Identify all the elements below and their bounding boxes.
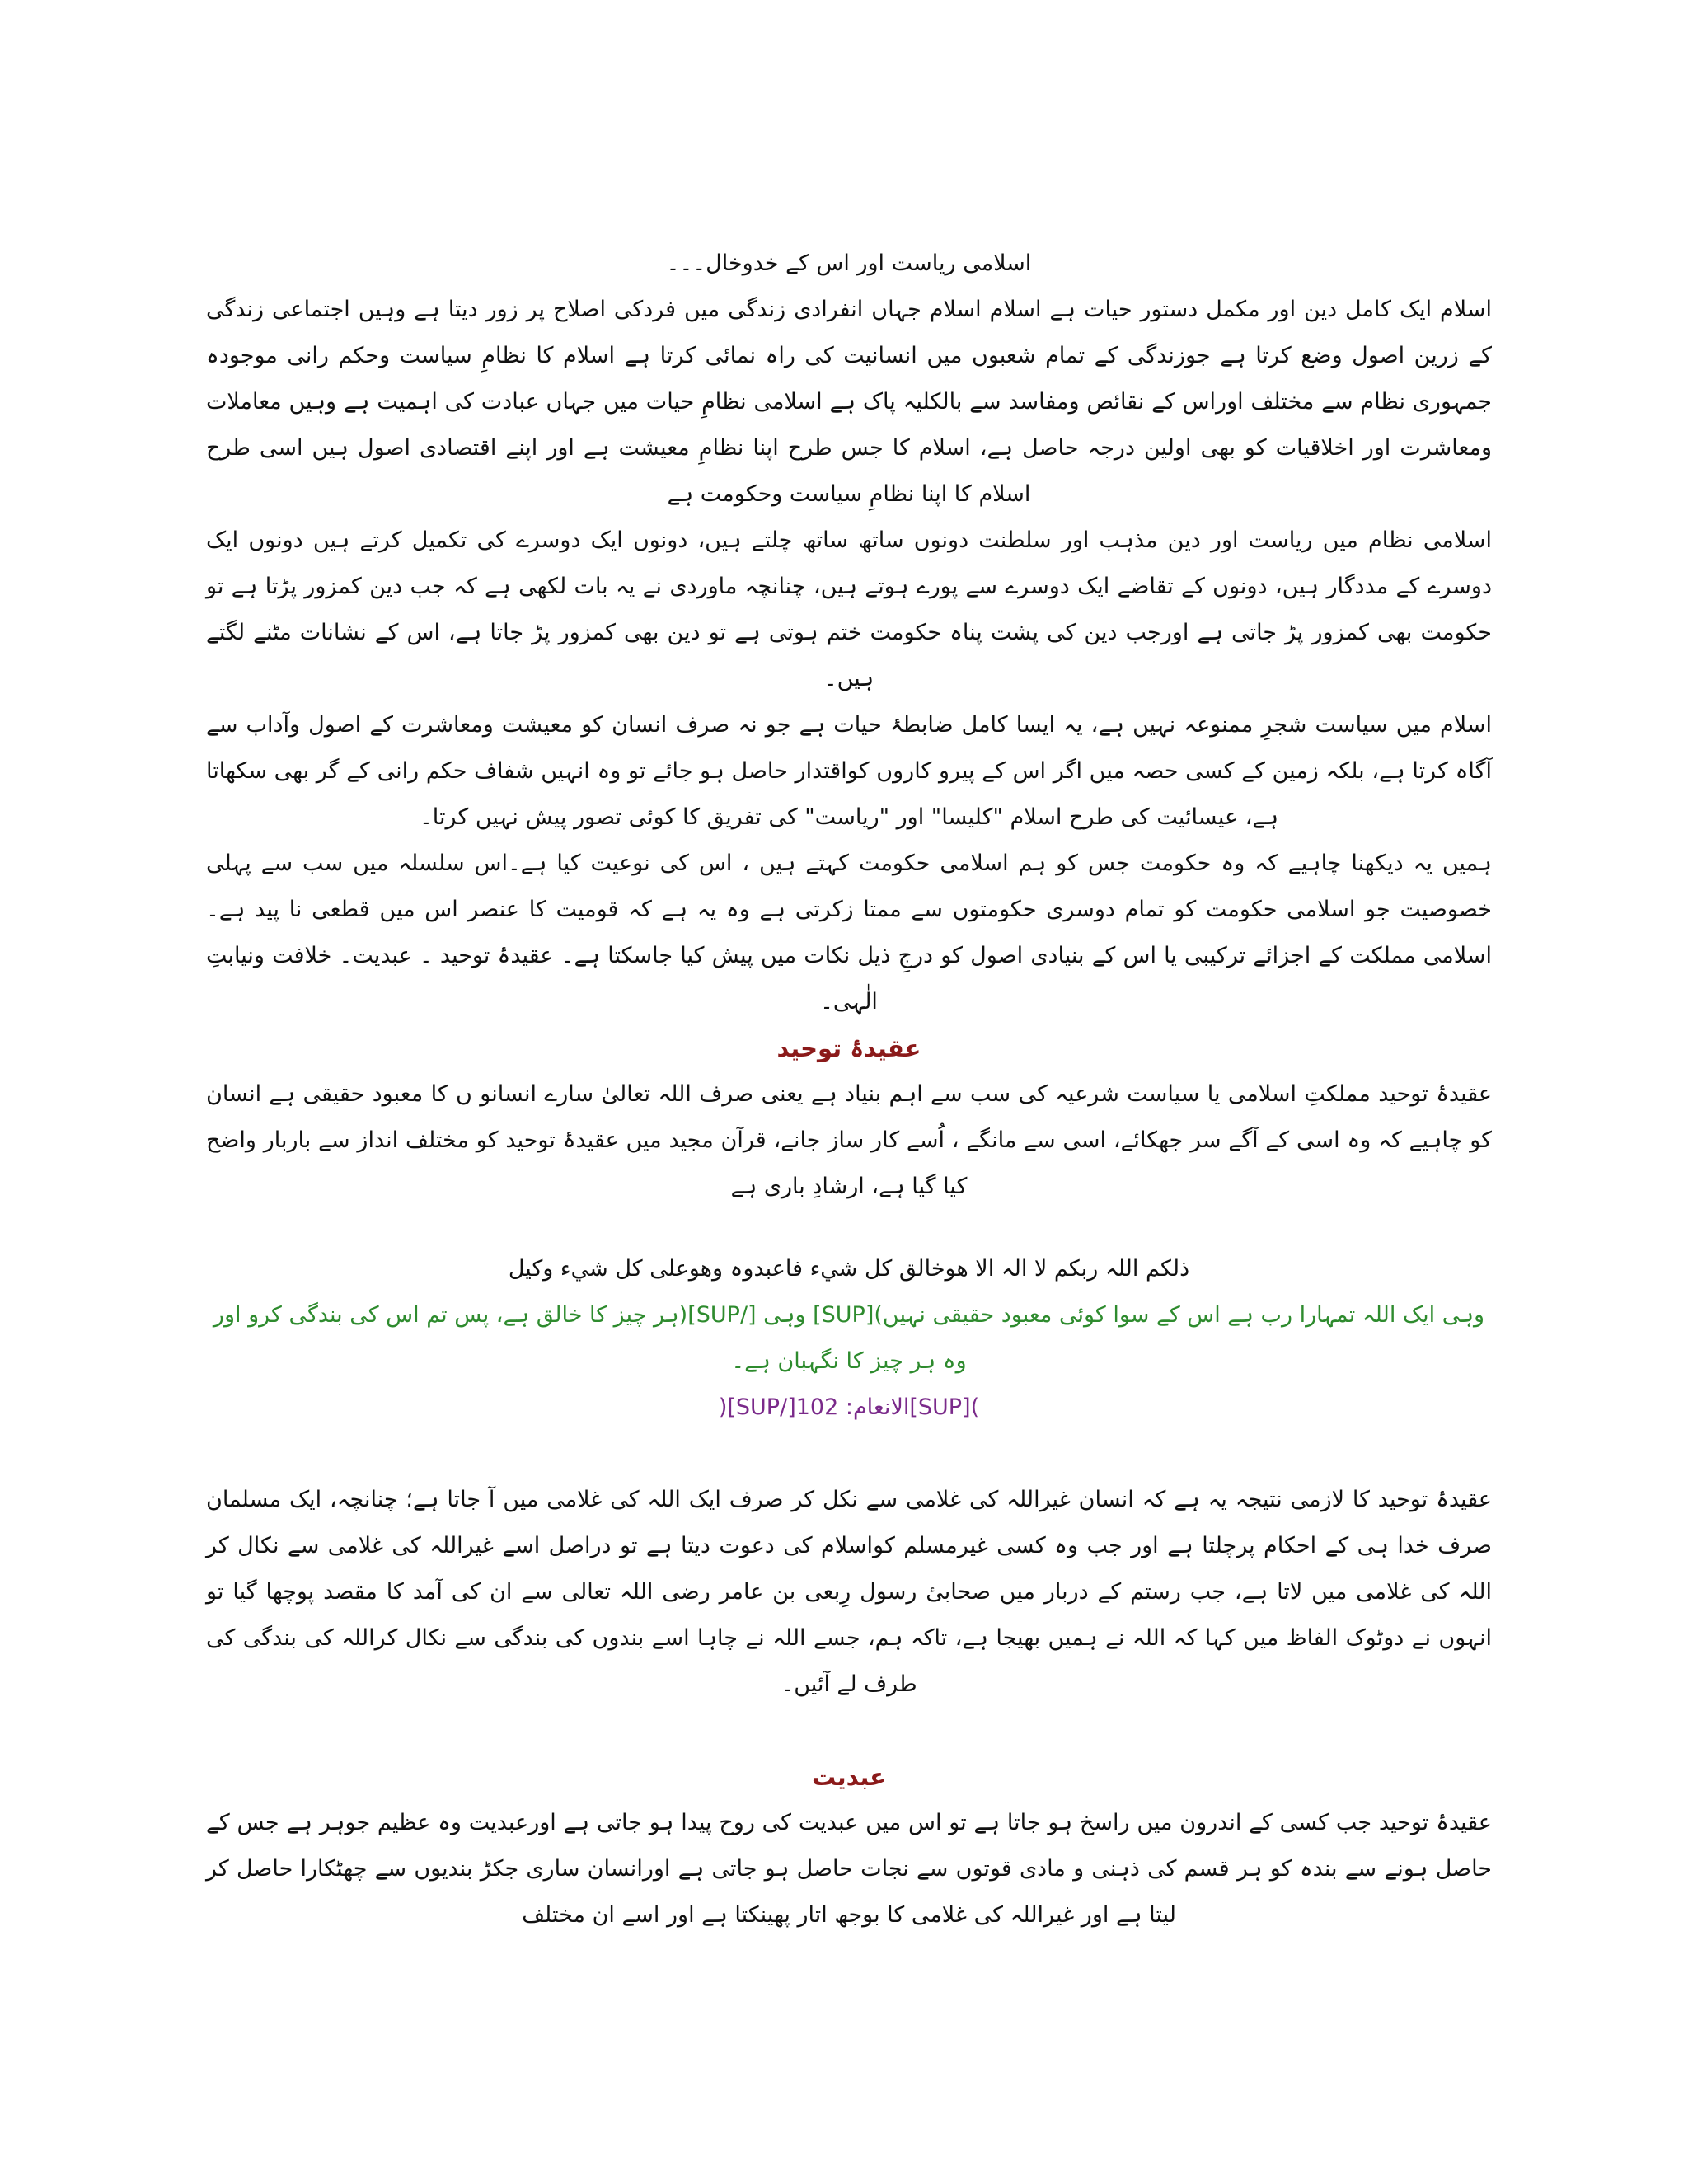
verse-translation: وہی ایک اللہ تمہارا رب ہے اس کے سوا کوئی معبود حقیقی نہیں)[SUP] وہی [/SUP](ہر چیز کا خالق ہے، پس تم اس کی بندگی کرو اور وہ ہر چیز کا نگہبان ہے۔ [213,1302,1485,1374]
quran-verse: ذلکم اللہ ربکم لا الہ الا ھوخالق کل شيء فاعبدوہ وھوعلی کل شيء وکیل [508,1256,1190,1282]
tawheed-paragraph: عقیدۂ توحید مملکتِ اسلامی یا سیاست شرعیہ کی سب سے اہم بنیاد ہے یعنی صرف اللہ تعالیٰ سارے انسانو ں کا معبود حقیقی ہے انسان کو چاہیے کہ وہ اسی کے آگے سر جھکائے، اسی سے مانگے ، اُسے کار ساز جانے، قرآن مجید میں عقیدۂ توحید کو مختلف انداز سے باربار واضح کیا گیا ہے، ارشادِ باری ہے [206,1081,1492,1199]
intro-paragraph-2: اسلامی نظام میں ریاست اور دین مذہب اور سلطنت دونوں ساتھ ساتھ چلتے ہیں، دونوں ایک دوسرے کی تکمیل کرتے ہیں دونوں ایک دوسرے کے مددگار ہیں، دونوں کے تقاضے ایک دوسرے سے پورے ہوتے ہیں، چنانچہ ماوردی نے یہ بات لکھی ہے کہ جب دین کمزور پڑتا ہے تو حکومت بھی کمزور پڑ جاتی ہے اورجب دین کی پشت پناہ حکومت ختم ہوتی ہے تو دین بھی کمزور پڑ جاتا ہے، اس کے نشانات مٹنے لگتے ہیں۔ [206,527,1492,691]
spacer [206,1431,1492,1477]
spacer [206,1210,1492,1246]
spacer [206,1708,1492,1754]
verse-reference: )[SUP]الانعام: 102[/SUP]( [718,1394,980,1420]
section-heading-tawheed: عقیدۂ توحید [776,1034,921,1062]
intro-paragraph-1: اسلام ایک کامل دین اور مکمل دستور حیات ہے اسلام اسلام جہاں انفرادی زندگی میں فردکی اصلاح پر زور دیتا ہے وہیں اجتماعی زندگی کے زرین اصول وضع کرتا ہے جوزندگی کے تمام شعبوں میں انسانیت کی راہ نمائی کرتا ہے اسلام کا نظامِ سیاست وحکم رانی موجودہ جمہوری نظام سے مختلف اوراس کے نقائص ومفاسد سے بالکلیہ پاک ہے اسلامی نظامِ حیات میں جہاں عبادت کی اہمیت ہے وہیں معاملات ومعاشرت اور اخلاقیات کو بھی اولین درجہ حاصل ہے، اسلام کا جس طرح اپنا نظامِ معیشت ہے اور اپنے اقتصادی اصول ہیں اسی طرح اسلام کا اپنا نظامِ سیاست وحکومت ہے [206,297,1492,507]
tawheed-result-paragraph: عقیدۂ توحید کا لازمی نتیجہ یہ ہے کہ انسان غیراللہ کی غلامی سے نکل کر صرف ایک اللہ کی غلامی میں آ جاتا ہے؛ چنانچہ، ایک مسلمان صرف خدا ہی کے احکام پرچلتا ہے اور جب وہ کسی غیرمسلم کواسلام کی دعوت دیتا ہے تو دراصل اسے غیراللہ کی غلامی سے نکال کر اللہ کی غلامی میں لاتا ہے، جب رستم کے دربار میں صحابیٔ رسول رِبعی بن عامر رضی اللہ تعالی سے ان کی آمد کا مقصد پوچھا گیا تو انہوں نے دوٹوک الفاظ میں کہا کہ اللہ نے ہمیں بھیجا ہے، تاکہ ہم، جسے اللہ نے چاہا اسے بندوں کی بندگی سے نکال کراللہ کی بندگی کی طرف لے آئیں۔ [206,1487,1493,1697]
article-title: اسلامی ریاست اور اس کے خدوخال۔۔۔ [666,251,1032,276]
section-heading-abdiyat: عبدیت [812,1763,886,1791]
abdiyat-paragraph: عقیدۂ توحید جب کسی کے اندرون میں راسخ ہو جاتا ہے تو اس میں عبدیت کی روح پیدا ہو جاتی ہے اورعبدیت وہ عظیم جوہر ہے جس کے حاصل ہونے سے بندہ کو ہر قسم کی ذہنی و مادی قوتوں سے نجات حاصل ہو جاتی ہے اورانسان ساری جکڑ بندیوں سے چھٹکارا حاصل کر لیتا ہے اور غیراللہ کی غلامی کا بوجھ اتار پھینکتا ہے اور اسے ان مختلف [206,1810,1492,1928]
article-body [206,241,1492,1938]
intro-paragraph-3: اسلام میں سیاست شجرِ ممنوعہ نہیں ہے، یہ ایسا کامل ضابطۂ حیات ہے جو نہ صرف انسان کو معیشت ومعاشرت کے اصول وآداب سے آگاہ کرتا ہے، بلکہ زمین کے کسی حصہ میں اگر اس کے پیرو کاروں کواقتدار حاصل ہو جائے تو وہ انہیں شفاف حکم رانی کے گر بھی سکھاتا ہے، عیسائیت کی طرح اسلام "کلیسا" اور "ریاست" کی تفریق کا کوئی تصور پیش نہیں کرتا۔ [206,712,1492,830]
intro-paragraph-4: ہمیں یہ دیکھنا چاہیے کہ وہ حکومت جس کو ہم اسلامی حکومت کہتے ہیں ، اس کی نوعیت کیا ہے۔اس سلسلہ میں سب سے پہلی خصوصیت جو اسلامی حکومت کو تمام دوسری حکومتوں سے ممتا زکرتی ہے وہ یہ ہے کہ قومیت کا عنصر اس میں قطعی نا پید ہے۔ اسلامی مملکت کے اجزائے ترکیبی یا اس کے بنیادی اصول کو درجِ ذیل نکات میں پیش کیا جاسکتا ہے۔ عقیدۂ توحید ۔ عبدیت۔ خلافت ونیابتِ الٰہی۔ [206,851,1492,1015]
